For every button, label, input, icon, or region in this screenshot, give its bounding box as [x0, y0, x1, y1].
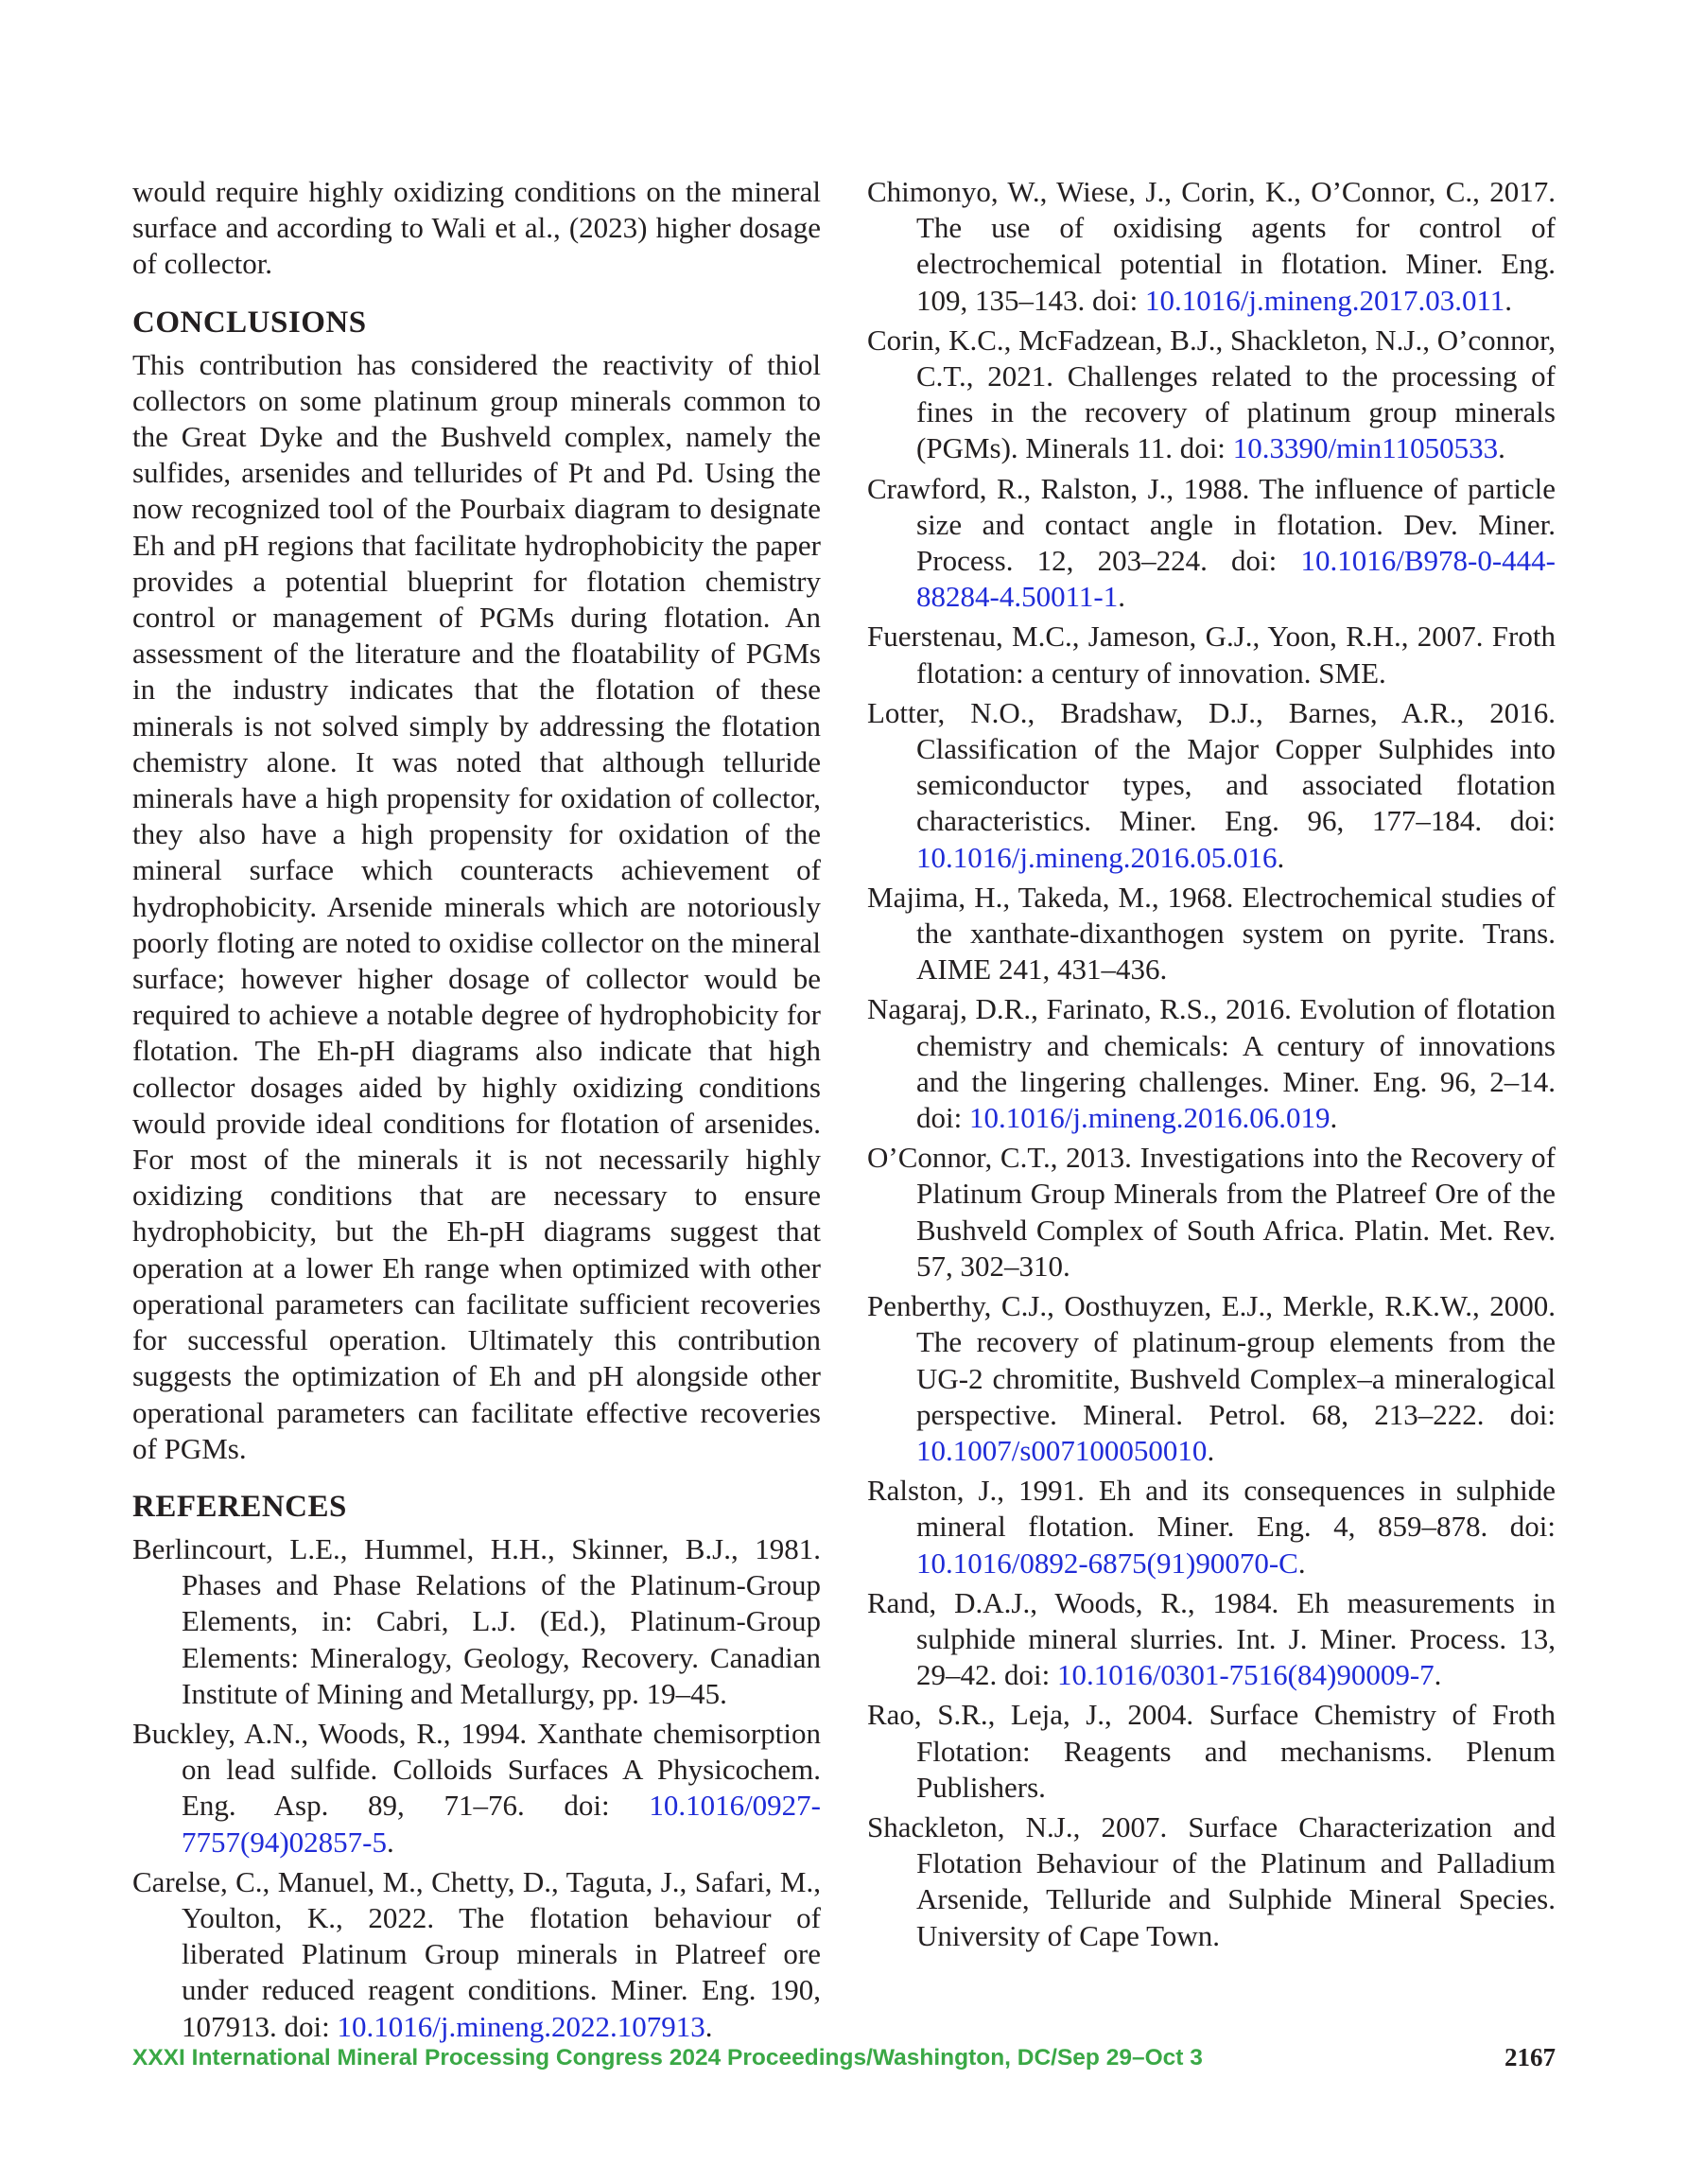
references-heading: REFERENCES — [132, 1489, 347, 1524]
reference-item: Nagaraj, D.R., Farinato, R.S., 2016. Evolution of flotation chemistry and chemicals: A century of innovations and the lingering challenges. Miner. Eng. 96, 2–14. doi: 10.1016/j.mineng.2016.06.019. — [867, 992, 1556, 1135]
footer-proceedings-title: XXXI International Mineral Processing Congress 2024 Proceedings/Washington, DC/Sep 29–Oct 3 — [132, 2045, 1203, 2070]
doi-link[interactable]: 10.1016/j.mineng.2016.06.019 — [968, 1101, 1330, 1135]
left-column — [132, 174, 821, 2049]
doi-link[interactable]: 10.1016/0301-7516(84)90009-7 — [1056, 1658, 1435, 1692]
reference-text: Lotter, N.O., Bradshaw, D.J., Barnes, A.R., 2016. Classification of the Major Copper Sulphides into semiconductor types, and associated flotation characteristics. Miner. Eng. 96, 177–184. doi: — [867, 695, 1556, 838]
reference-text: Majima, H., Takeda, M., 1968. Electrochemical studies of the xanthate-dixanthogen system on pyrite. Trans. AIME 241, 431–436. — [867, 880, 1556, 987]
reference-item — [132, 1531, 821, 1712]
reference-item: Rand, D.A.J., Woods, R., 1984. Eh measurements in sulphide mineral slurries. Int. J. Miner. Process. 13, 29–42. doi: 10.1016/0301-7516(84)90009-7. — [867, 1585, 1556, 1692]
reference-item — [867, 1809, 1556, 1954]
reference-text: Carelse, C., Manuel, M., Chetty, D., Taguta, J., Safari, M., Youlton, K., 2022. The flotation behaviour of liberated Platinum Group minerals in Platreef ore under reduced reagent conditions. Miner. Eng. 190, 107913. doi: — [132, 1864, 821, 2043]
reference-item: Crawford, R., Ralston, J., 1988. The influence of particle size and contact angle in flotation. Dev. Miner. Process. 12, 203–224. doi: 10.1016/B978-0-444-88284-4.50011-1. — [867, 471, 1556, 614]
doi-link[interactable]: 10.1016/B978-0-444-88284-4.50011-1 — [916, 544, 1556, 614]
reference-item — [867, 880, 1556, 988]
reference-item: Lotter, N.O., Bradshaw, D.J., Barnes, A.R., 2016. Classification of the Major Copper Sulphides into semiconductor types, and associated flotation characteristics. Miner. Eng. 96, 177–184. doi: 10.1016/j.mineng.2016.05.016. — [867, 695, 1556, 874]
reference-text: Penberthy, C.J., Oosthuyzen, E.J., Merkle, R.K.W., 2000. The recovery of platinum-group elements from the UG-2 chromitite, Bushveld Complex–a mineralogical perspective. Mineral. Petrol. 68, 213–222. doi: — [867, 1289, 1556, 1431]
reference-text: Fuerstenau, M.C., Jameson, G.J., Yoon, R.H., 2007. Froth flotation: a century of innovation. SME. — [867, 620, 1556, 690]
reference-text: Nagaraj, D.R., Farinato, R.S., 2016. Evolution of flotation chemistry and chemicals: A century of innovations and the lingering challenges. Miner. Eng. 96, 2–14. doi: — [867, 992, 1556, 1135]
right-column — [867, 174, 1556, 1958]
reference-text: Rao, S.R., Leja, J., 2004. Surface Chemistry of Froth Flotation: Reagents and mechanisms. Plenum Publishers. — [867, 1698, 1556, 1804]
doi-link[interactable]: 10.1016/0927-7757(94)02857-5 — [182, 1789, 821, 1859]
reference-item — [867, 619, 1556, 690]
reference-text: O’Connor, C.T., 2013. Investigations into the Recovery of Platinum Group Minerals from the Platreef Ore of the Bushveld Complex of South Africa. Platin. Met. Rev. 57, 302–310. — [867, 1141, 1556, 1283]
reference-text: Rand, D.A.J., Woods, R., 1984. Eh measurements in sulphide mineral slurries. Int. J. Miner. Process. 13, 29–42. doi: — [867, 1585, 1556, 1692]
reference-text: Berlincourt, L.E., Hummel, H.H., Skinner, B.J., 1981. Phases and Phase Relations of the Platinum-Group Elements, in: Cabri, L.J. (Ed.), Platinum-Group Elements: Mineralogy, Geology, Recovery. Canadian Institute of Mining and Metallurgy, pp. 19–45. — [132, 1531, 821, 1710]
doi-link[interactable]: 10.1016/j.mineng.2017.03.011 — [1144, 283, 1505, 317]
reference-text: Crawford, R., Ralston, J., 1988. The influence of particle size and contact angle in flotation. Dev. Miner. Process. 12, 203–224. doi: — [867, 471, 1556, 578]
reference-text: Chimonyo, W., Wiese, J., Corin, K., O’Connor, C., 2017. The use of oxidising agents for control of electrochemical potential in flotation. Miner. Eng. 109, 135–143. doi: — [867, 175, 1556, 317]
reference-item — [867, 1697, 1556, 1806]
reference-item: Corin, K.C., McFadzean, B.J., Shackleton, N.J., O’connor, C.T., 2021. Challenges related to the processing of fines in the recovery of platinum group minerals (PGMs). Minerals 11. doi: 10.3390/min11050533. — [867, 323, 1557, 465]
doi-link[interactable]: 10.1016/0892-6875(91)90070-C — [916, 1546, 1298, 1580]
conclusions-heading: CONCLUSIONS — [132, 305, 367, 340]
reference-item: Penberthy, C.J., Oosthuyzen, E.J., Merkle, R.K.W., 2000. The recovery of platinum-group elements from the UG-2 chromitite, Bushveld Complex–a mineralogical perspective. Mineral. Petrol. 68, 213–222. doi: 10.1007/s007100050010. — [867, 1289, 1556, 1467]
conclusions-paragraph: This contribution has considered the reactivity of thiol collectors on some platinum group minerals common to the Great Dyke and the Bushveld complex, namely the sulfides, arsenides and tellurides of Pt and Pd. Using the now recognized tool of the Pourbaix diagram to designate Eh and pH regions that facilitate hydrophobicity the paper provides a potential blueprint for flotation chemistry control or management of PGMs during flotation. An assessment of the literature and the floatability of PGMs in the industry indicates that the flotation of these minerals is not solved simply by addressing the flotation chemistry alone. It was noted that although telluride minerals have a high propensity for oxidation of collector, they also have a high propensity for oxidation of the mineral surface which counteracts achievement of hydrophobicity. Arsenide minerals which are notoriously poorly floting are noted to oxidise collector on the mineral surface; however higher dosage of collector would be required to achieve a notable degree of hydrophobicity for flotation. The Eh-pH diagrams also indicate that high collector dosages aided by highly oxidizing conditions would provide ideal conditions for flotation of arsenides. For most of the minerals it is not necessarily highly oxidizing conditions that are necessary to ensure hydrophobicity, but the Eh-pH diagrams suggest that operation at a lower Eh range when optimized with other operational parameters can facilitate sufficient recoveries for successful operation. Ultimately this contribution suggests the optimization of Eh and pH alongside other operational parameters can facilitate effective recoveries of PGMs. — [132, 347, 821, 1465]
reference-item — [867, 1140, 1556, 1284]
doi-link[interactable]: 10.1016/j.mineng.2016.05.016 — [916, 840, 1278, 874]
doi-link[interactable]: 10.3390/min11050533 — [1232, 431, 1499, 465]
reference-item: Carelse, C., Manuel, M., Chetty, D., Taguta, J., Safari, M., Youlton, K., 2022. The flotation behaviour of liberated Platinum Group minerals in Platreef ore under reduced reagent conditions. Miner. Eng. 190, 107913. doi: 10.1016/j.mineng.2022.107913. — [132, 1864, 821, 2043]
reference-text: Buckley, A.N., Woods, R., 1994. Xanthate chemisorption on lead sulfide. Colloids Surfaces A Physicochem. Eng. Asp. 89, 71–76. doi: — [132, 1716, 821, 1823]
reference-text: Shackleton, N.J., 2007. Surface Characterization and Flotation Behaviour of the Platinum and Palladium Arsenide, Telluride and Sulphide Mineral Species. University of Cape Town. — [867, 1809, 1556, 1952]
page-footer — [132, 2045, 1556, 2079]
doi-link[interactable]: 10.1007/s007100050010 — [916, 1433, 1208, 1467]
reference-text: Ralston, J., 1991. Eh and its consequences in sulphide mineral flotation. Miner. Eng. 4, 859–878. doi: — [867, 1474, 1556, 1544]
reference-item: Chimonyo, W., Wiese, J., Corin, K., O’Connor, C., 2017. The use of oxidising agents for control of electrochemical potential in flotation. Miner. Eng. 109, 135–143. doi: 10.1016/j.mineng.2017.03.011. — [867, 175, 1556, 317]
page-number: 2167 — [1504, 2043, 1556, 2071]
reference-item: Buckley, A.N., Woods, R., 1994. Xanthate chemisorption on lead sulfide. Colloids Surfaces A Physicochem. Eng. Asp. 89, 71–76. doi: 10.1016/0927-7757(94)02857-5. — [132, 1716, 821, 1859]
doi-link[interactable]: 10.1016/j.mineng.2022.107913 — [337, 2009, 705, 2043]
reference-item: Ralston, J., 1991. Eh and its consequences in sulphide mineral flotation. Miner. Eng. 4, 859–878. doi: 10.1016/0892-6875(91)90070-C. — [867, 1474, 1556, 1580]
reference-text: Corin, K.C., McFadzean, B.J., Shackleton, N.J., O’connor, C.T., 2021. Challenges related to the processing of fines in the recovery of platinum group minerals (PGMs). Minerals 11. doi: — [867, 323, 1557, 465]
intro-paragraph: would require highly oxidizing conditions on the mineral surface and according to Wali et al., (2023) higher dosage of collector. — [132, 175, 821, 281]
